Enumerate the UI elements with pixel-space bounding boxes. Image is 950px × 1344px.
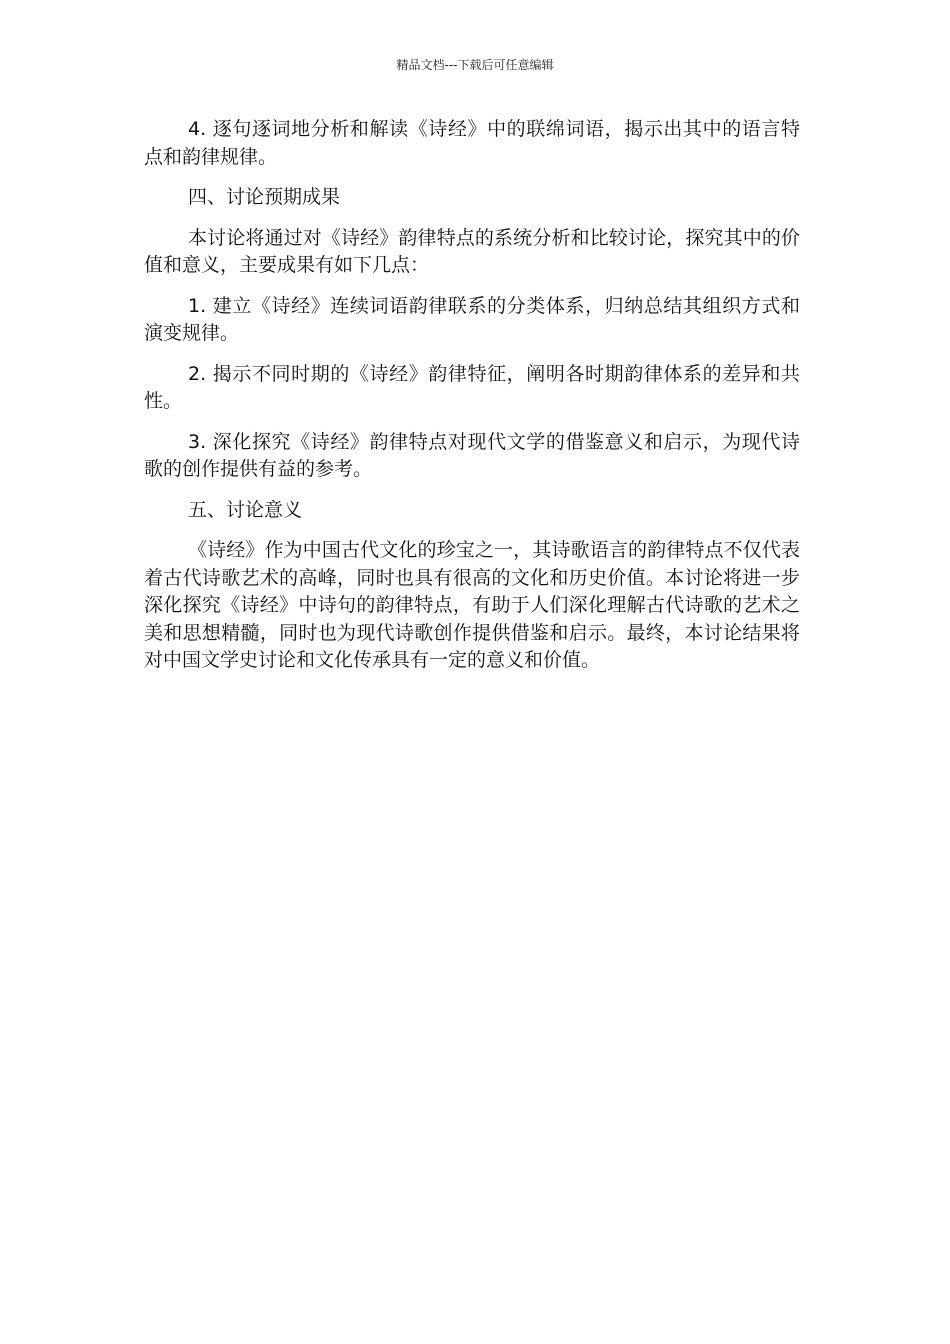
body-paragraph-intro: 本讨论将通过对《诗经》韵律特点的系统分析和比较讨论，探究其中的价值和意义，主要成果有如下几点：: [144, 226, 800, 276]
page-header: 精品文档---下载后可任意编辑: [396, 58, 554, 72]
list-item-4: 4. 逐句逐词地分析和解读《诗经》中的联绵词语，揭示出其中的语言特点和韵律规律。: [144, 118, 800, 168]
document-body: [144, 116, 800, 688]
body-paragraph-significance: 《诗经》作为中国古代文化的珍宝之一，其诗歌语言的韵律特点不仅代表着古代诗歌艺术的高峰，同时也具有很高的文化和历史价值。本讨论将进一步深化探究《诗经》中诗句的韵律特点，有助于人们深化理解古代诗歌的艺术之美和思想精髓，同时也为现代诗歌创作提供借鉴和启示。最终，本讨论结果将对中国文学史讨论和文化传承具有一定的意义和价值。: [144, 539, 800, 671]
list-item-1: 1. 建立《诗经》连续词语韵律联系的分类体系，归纳总结其组织方式和演变规律。: [144, 294, 800, 344]
list-item-3: 3. 深化探究《诗经》韵律特点对现代文学的借鉴意义和启示，为现代诗歌的创作提供有益的参考。: [144, 430, 800, 480]
list-item-2: 2. 揭示不同时期的《诗经》韵律特征，阐明各时期韵律体系的差异和共性。: [144, 362, 800, 412]
section-heading-expected-results: 四、讨论预期成果: [188, 186, 341, 208]
section-heading-significance: 五、讨论意义: [188, 498, 303, 521]
